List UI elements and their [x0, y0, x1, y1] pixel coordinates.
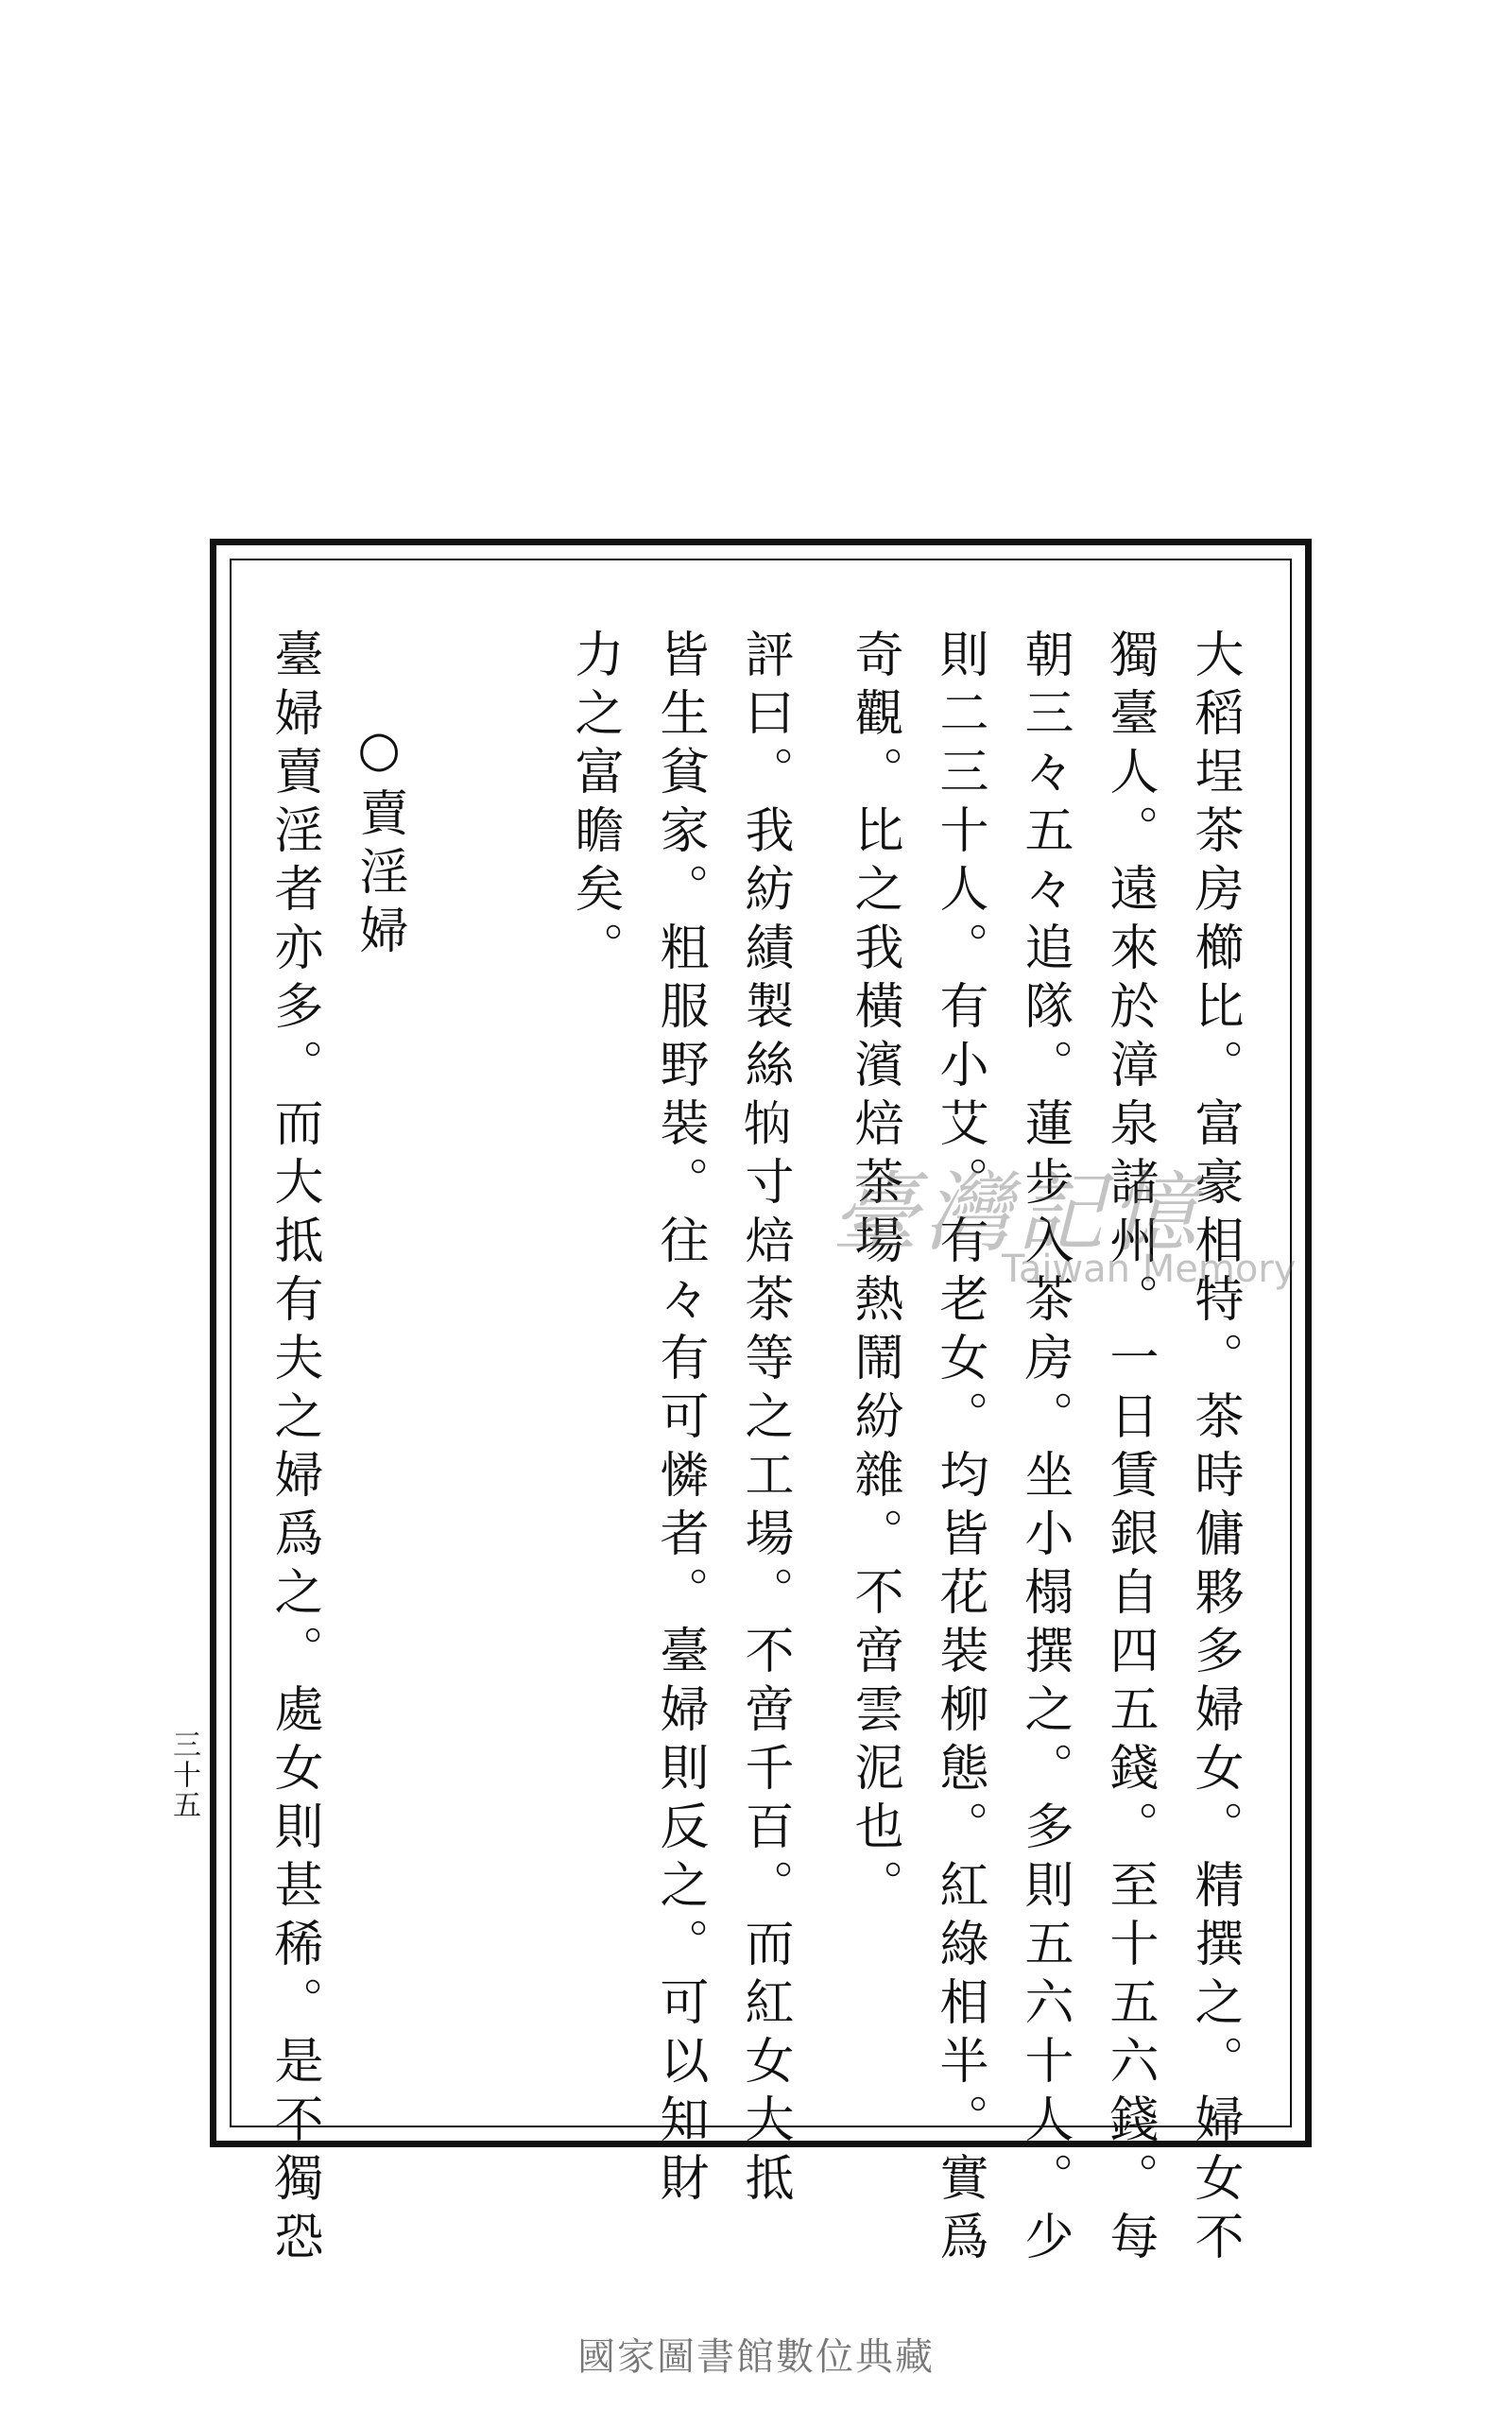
watermark-logo	[832, 1144, 1297, 1291]
page-inner-border	[230, 559, 1292, 2269]
watermark-english: Taiwan Memory	[1002, 1248, 1297, 1291]
text-column-4: 則二三十人。有小艾。有老女。均皆花裝柳態。紅綠相半。實爲	[931, 628, 988, 2269]
text-column-11: 臺婦賣淫者亦多。而大抵有夫之婦爲之。處女則甚稀。是不獨恐	[266, 628, 322, 2269]
page-border	[210, 539, 1312, 2269]
text-column-1: 大稻埕茶房櫛比。富豪相特。茶時傭夥多婦女。精撰之。婦女不	[1186, 628, 1243, 2269]
text-column-2: 獨臺人。遠來於漳泉諸州。一日賃銀自四五錢。至十五六錢。每	[1101, 628, 1158, 2269]
section-heading: ○賣淫婦	[351, 721, 407, 963]
watermark-chinese: 臺灣記憶	[832, 1162, 1203, 1264]
text-column-6: 評曰。我紡績製絲𤘻寸焙茶等之工場。不啻千百。而紅女大抵	[736, 628, 793, 2211]
footer-credit: 國家圖書館數位典藏	[577, 2335, 935, 2379]
text-column-3: 朝三々五々追隊。蓮步入茶房。坐小榻撰之。多則五六十人。少	[1016, 628, 1073, 2269]
text-column-8: 力之富瞻矣。	[566, 628, 623, 980]
text-column-7: 皆生貧家。粗服野裝。往々有可憐者。臺婦則反之。可以知財	[651, 628, 708, 2211]
text-column-5: 奇觀。比之我橫濱焙茶場熱鬧紛雜。不啻雲泥也。	[846, 628, 902, 1918]
page-number: 三十五	[167, 1730, 200, 1820]
